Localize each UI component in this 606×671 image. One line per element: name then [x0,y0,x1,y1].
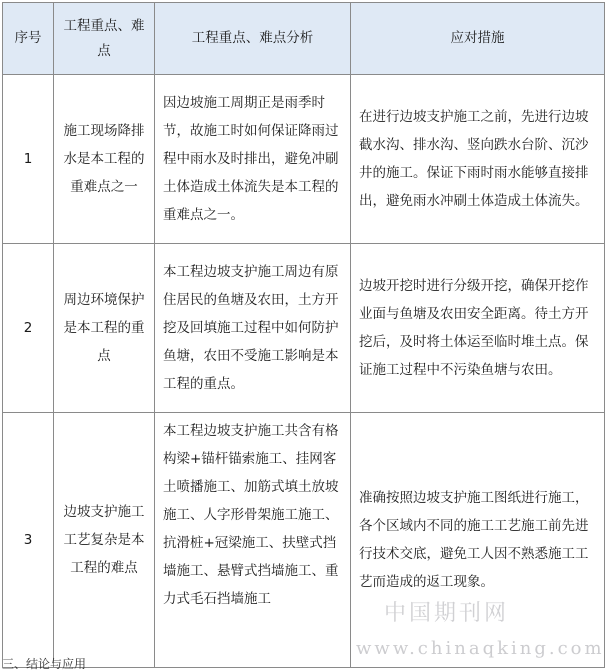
header-index: 序号 [3,3,54,75]
table-row [3,413,605,668]
table-row [3,75,605,244]
row-analysis: 本工程边坡支护施工周边有原住居民的鱼塘及农田，土方开挖及回填施工过程中如何防护鱼塘，农田不受施工影响是本工程的重点。 [155,244,351,413]
table-header-row [3,3,605,75]
row-index: 3 [3,413,54,668]
row-measures: 准确按照边坡支护施工图纸进行施工，各个区域内不同的施工工艺施工前先进行技术交底，避免工人因不熟悉施工工艺而造成的返工现象。 [351,413,605,668]
header-analysis: 工程重点、难点分析 [155,3,351,75]
watermark-url: www.chinaqking.com [356,638,605,659]
row-index: 1 [3,75,54,244]
row-index: 2 [3,244,54,413]
header-measures: 应对措施 [351,3,605,75]
construction-difficulty-table [2,2,605,668]
table-row [3,244,605,413]
row-measures: 在进行边坡支护施工之前，先进行边坡截水沟、排水沟、竖向跌水台阶、沉沙井的施工。保证下雨时雨水能够直接排出，避免雨水冲刷土体造成土体流失。 [351,75,605,244]
row-analysis: 本工程边坡支护施工共含有格构梁+锚杆锚索施工、挂网客土喷播施工、加筋式填土放坡施工、人字形骨架施工施工、抗滑桩+冠梁施工、扶壁式挡墙施工、悬臂式挡墙施工、重力式毛石挡墙施工 [155,413,351,668]
watermark-site-name: 中国期刊网 [384,601,510,626]
row-key-point: 施工现场降排水是本工程的重难点之一 [54,75,155,244]
row-analysis: 因边坡施工周期正是雨季时节，故施工时如何保证降雨过程中雨水及时排出，避免冲刷土体造成土体流失是本工程的重难点之一。 [155,75,351,244]
following-section-heading: 三、结论与应用 [2,657,87,671]
row-measures: 边坡开挖时进行分级开挖，确保开挖作业面与鱼塘及农田安全距离。待土方开挖后，及时将土体运至临时堆土点。保证施工过程中不污染鱼塘与农田。 [351,244,605,413]
row-key-point: 边坡支护施工工艺复杂是本工程的难点 [54,413,155,668]
header-key-point: 工程重点、难点 [54,3,155,75]
row-key-point: 周边环境保护是本工程的重点 [54,244,155,413]
